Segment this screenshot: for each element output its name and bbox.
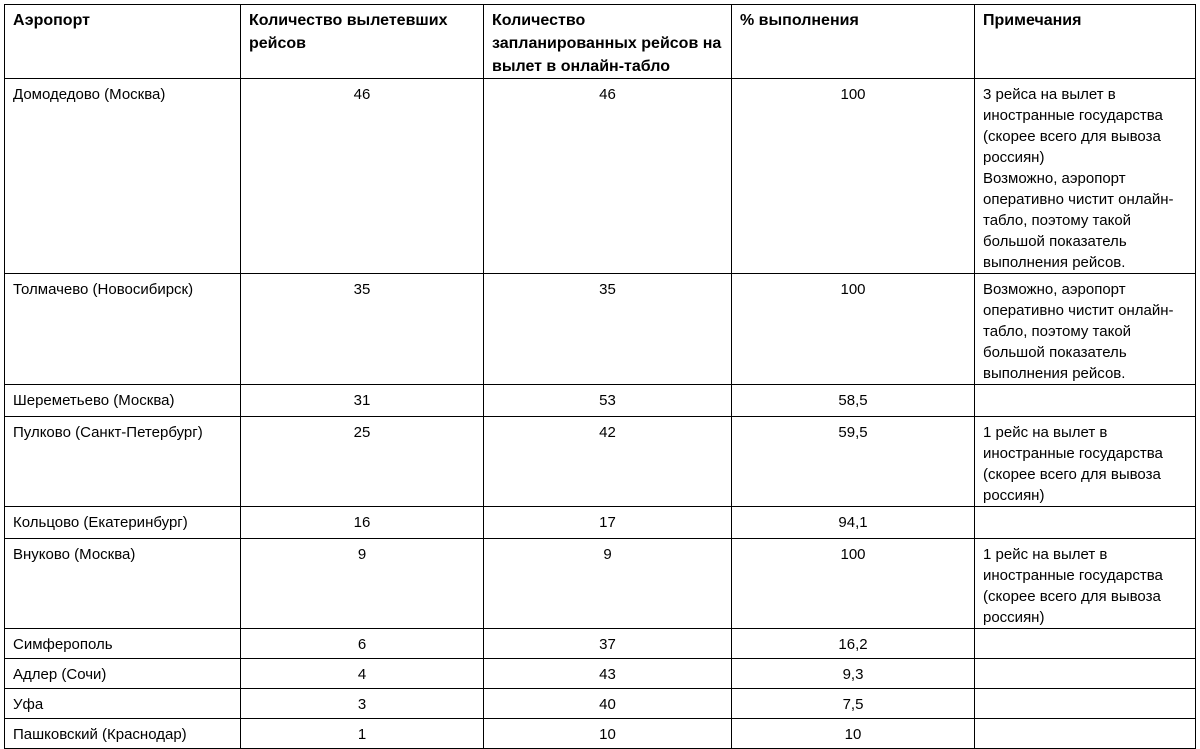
cell-departed: 31 — [241, 385, 484, 417]
cell-departed: 46 — [241, 79, 484, 274]
cell-planned: 40 — [484, 689, 732, 719]
cell-airport: Пулково (Санкт-Петербург) — [5, 417, 241, 507]
header-notes: Примечания — [975, 5, 1196, 79]
cell-departed: 3 — [241, 689, 484, 719]
cell-percent: 100 — [732, 79, 975, 274]
cell-notes — [975, 417, 1196, 507]
cell-notes — [975, 659, 1196, 689]
table-row — [5, 629, 1196, 659]
cell-airport: Уфа — [5, 689, 241, 719]
cell-percent: 9,3 — [732, 659, 975, 689]
table-row — [5, 689, 1196, 719]
flights-table-container — [4, 4, 1196, 749]
cell-notes — [975, 539, 1196, 629]
cell-percent: 7,5 — [732, 689, 975, 719]
cell-airport: Адлер (Сочи) — [5, 659, 241, 689]
flights-table — [4, 4, 1196, 749]
note-text: Возможно, аэропорт оперативно чистит онлайн-табло, поэтому такой большой показатель выполнения рейсов. — [983, 281, 1174, 382]
cell-notes — [975, 385, 1196, 417]
cell-airport: Толмачево (Новосибирск) — [5, 274, 241, 385]
cell-departed: 1 — [241, 719, 484, 749]
cell-percent: 59,5 — [732, 417, 975, 507]
cell-departed: 6 — [241, 629, 484, 659]
table-row — [5, 385, 1196, 417]
cell-percent: 100 — [732, 539, 975, 629]
cell-notes — [975, 79, 1196, 274]
cell-airport: Шереметьево (Москва) — [5, 385, 241, 417]
cell-notes — [975, 507, 1196, 539]
table-row — [5, 719, 1196, 749]
cell-planned: 9 — [484, 539, 732, 629]
table-row — [5, 539, 1196, 629]
cell-departed: 25 — [241, 417, 484, 507]
cell-departed: 35 — [241, 274, 484, 385]
table-row — [5, 79, 1196, 274]
cell-departed: 9 — [241, 539, 484, 629]
cell-departed: 4 — [241, 659, 484, 689]
header-percent: % выполнения — [732, 5, 975, 79]
cell-percent: 100 — [732, 274, 975, 385]
note-text: 1 рейс на вылет в иностранные государства (скорее всего для вывоза россиян) — [983, 424, 1163, 504]
note-text: 1 рейс на вылет в иностранные государства (скорее всего для вывоза россиян) — [983, 546, 1163, 626]
cell-planned: 35 — [484, 274, 732, 385]
header-departed: Количество вылетевших рейсов — [241, 5, 484, 79]
cell-planned: 43 — [484, 659, 732, 689]
cell-planned: 10 — [484, 719, 732, 749]
table-row — [5, 274, 1196, 385]
cell-airport: Симферополь — [5, 629, 241, 659]
cell-airport: Внуково (Москва) — [5, 539, 241, 629]
cell-planned: 17 — [484, 507, 732, 539]
cell-planned: 53 — [484, 385, 732, 417]
cell-percent: 94,1 — [732, 507, 975, 539]
cell-notes — [975, 274, 1196, 385]
table-row — [5, 659, 1196, 689]
note-text: Возможно, аэропорт оперативно чистит онлайн-табло, поэтому такой большой показатель выполнения рейсов. — [983, 170, 1174, 271]
table-row — [5, 417, 1196, 507]
cell-percent: 10 — [732, 719, 975, 749]
header-planned: Количество запланированных рейсов на вылет в онлайн-табло — [484, 5, 732, 79]
cell-percent: 58,5 — [732, 385, 975, 417]
cell-notes — [975, 689, 1196, 719]
cell-planned: 46 — [484, 79, 732, 274]
cell-airport: Домодедово (Москва) — [5, 79, 241, 274]
note-text: 3 рейса на вылет в иностранные государства (скорее всего для вывоза россиян) — [983, 86, 1163, 166]
cell-percent: 16,2 — [732, 629, 975, 659]
cell-departed: 16 — [241, 507, 484, 539]
cell-notes — [975, 629, 1196, 659]
cell-airport: Кольцово (Екатеринбург) — [5, 507, 241, 539]
cell-planned: 37 — [484, 629, 732, 659]
table-header-row — [5, 5, 1196, 79]
cell-planned: 42 — [484, 417, 732, 507]
cell-airport: Пашковский (Краснодар) — [5, 719, 241, 749]
header-airport: Аэропорт — [5, 5, 241, 79]
cell-notes — [975, 719, 1196, 749]
table-row — [5, 507, 1196, 539]
